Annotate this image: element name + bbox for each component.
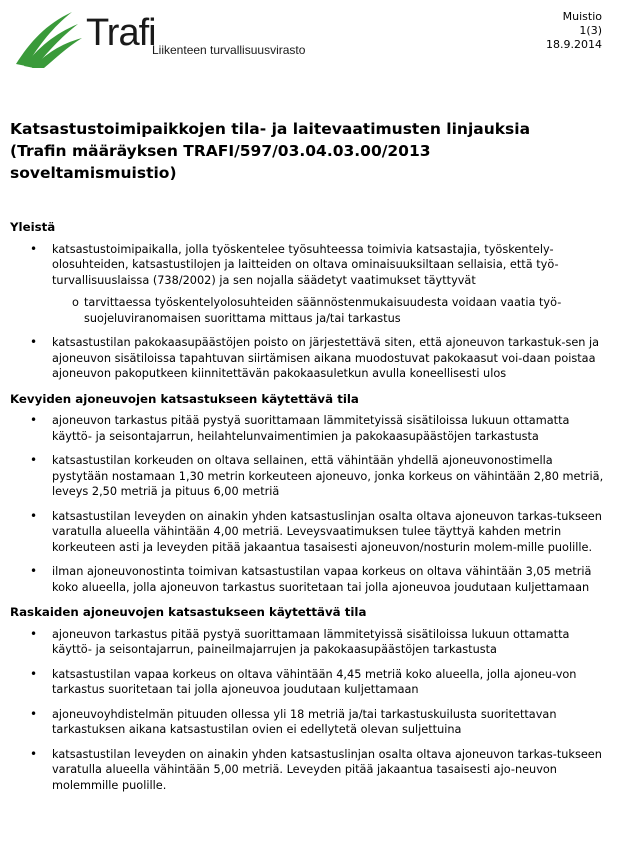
logo-subtitle: Liikenteen turvallisuusvirasto (152, 43, 306, 57)
bullet-icon: • (30, 335, 38, 349)
list-item (10, 453, 610, 500)
sub-list-item-text: tarvittaessa työskentelyolosuhteiden säännöstenmukaisuudesta voidaan vaatia työ-suojeluviranomaisen suorittama mittaus ja/tai tarkastus (84, 296, 562, 325)
list-item-text: katsastustilan leveyden on ainakin yhden katsastuslinjan osalta oltava ajoneuvon tarkas-tukseen varatulla alueella vähintään 4,00 metriä. Leveysvaatimuksen tulee täyttyä kahden metrin korkeuteen asti ja leveyden pitää jakaantua tasaisesti ajoneuvon/nosturin molem-mille puolille. (52, 509, 602, 554)
trafi-leaf-icon (12, 8, 84, 68)
list-item-text: katsastustilan leveyden on ainakin yhden katsastuslinjan osalta oltava ajoneuvon tarkas-tukseen varatulla alueella vähintään 5,00 metriä. Leveyden pitää jakaantua tasaisesti ajo-neuvon molemmille puolille. (52, 747, 602, 792)
page-title (10, 118, 610, 184)
list-item-text: ajoneuvon tarkastus pitää pystyä suorittamaan lämmitetyissä sisätiloissa lukuun ottamatta käyttö- ja seisontajarrun, heilahtelunvaimentimien ja pakokaasupäästöjen tarkastusta (52, 414, 570, 443)
list-item-text: katsastustilan vapaa korkeus on oltava vähintään 4,45 metriä koko alueella, jolla ajoneu-von tarkastus suoritetaan tai jolla ajoneuvoa joudutaan kuljettamaan (52, 667, 577, 696)
list-item (10, 564, 610, 595)
list-item-text: ilman ajoneuvonostinta toimivan katsastustilan vapaa korkeus on oltava vähintään 3,05 metriä koko alueella, jolla ajoneuvon tarkastus suoritetaan tai jolla ajoneuvoa joudutaan kuljettamaan (52, 565, 592, 594)
section-heading: Yleistä (10, 220, 56, 234)
list-item-text: katsastustoimipaikalla, jolla työskentelee työsuhteessa toimivia katsastajia, työskentely-olosuhteiden, katsastustilojen ja laitteiden on oltava ominaisuuksiltaan sellaisia, että työ-turvallisuuslaissa (738/2002) ja sen nojalla säädetyt vaatimukset täyttyvät (52, 242, 559, 287)
list-item-text: ajoneuvon tarkastus pitää pystyä suorittamaan lämmitetyissä sisätiloissa lukuun ottamatta käyttö- ja seisontajarrun, paineilmajarrujen ja pakokaasupäästöjen tarkastusta (52, 627, 570, 656)
document-meta (546, 10, 602, 52)
list-item (10, 627, 610, 658)
bullet-icon: • (30, 706, 38, 721)
bullet-icon: • (30, 241, 38, 256)
bullet-list (10, 242, 610, 382)
bullet-list (10, 627, 610, 794)
list-item (10, 667, 610, 698)
bullet-icon: • (30, 626, 38, 641)
list-item (10, 509, 610, 556)
list-item (10, 747, 610, 794)
section-light-vehicles (10, 392, 610, 596)
section-general (10, 220, 610, 382)
bullet-list (10, 413, 610, 595)
title-line-2: (Trafin määräyksen TRAFI/597/03.04.03.00/2013 (10, 142, 431, 160)
list-item (10, 242, 610, 327)
section-heading: Raskaiden ajoneuvojen katsastukseen käytettävä tila (10, 605, 367, 619)
section-heavy-vehicles (10, 605, 610, 793)
bullet-icon: • (30, 746, 38, 761)
list-item-text: katsastustilan pakokaasupäästöjen poisto on järjestettävä siten, että ajoneuvon tarkastuk-sen ja ajoneuvon sisätiloissa tapahtuvan siirtämisen aikana muodostuvat pakokaasut voi-daan poistaa ajoneuvon pakoputkeen kiinnitettävän pakokaasuletkun avulla koneellisesti ulos (52, 336, 600, 380)
doc-date: 18.9.2014 (546, 38, 602, 51)
document-body (10, 220, 610, 803)
bullet-icon: • (30, 564, 38, 578)
logo-wordmark: Trafi (86, 12, 156, 54)
bullet-icon: • (30, 413, 38, 427)
title-line-1: Katsastustoimipaikkojen tila- ja laitevaatimusten linjauksia (10, 120, 531, 138)
page-number: 1(3) (579, 24, 602, 37)
sub-list-item (52, 295, 610, 326)
list-item (10, 335, 610, 382)
list-item-text: ajoneuvoyhdistelmän pituuden ollessa yli 18 metriä ja/tai tarkastuskuilusta suoritettavan tarkastuksen aikana katsastustilan ovien ei edellytetä olevan suljettuina (52, 707, 557, 736)
title-line-3: soveltamismuistio) (10, 164, 177, 182)
list-item (10, 707, 610, 738)
section-heading: Kevyiden ajoneuvojen katsastukseen käytettävä tila (10, 391, 359, 406)
sub-list (52, 295, 610, 326)
bullet-icon: • (30, 453, 38, 467)
bullet-icon: • (30, 666, 38, 681)
list-item-text: katsastustilan korkeuden on oltava sellainen, että vähintään yhdellä ajoneuvonostimella pystytään nostamaan 1,30 metrin korkeuteen ajoneuvo, jonka korkeus on vähintään 2,80 metriä, leveys 2,50 metriä ja pituus 6,00 metriä (52, 454, 604, 498)
circle-bullet-icon: o (72, 296, 79, 309)
doc-type: Muistio (562, 10, 602, 23)
list-item (10, 413, 610, 444)
trafi-logo (12, 8, 352, 72)
bullet-icon: • (30, 508, 38, 523)
